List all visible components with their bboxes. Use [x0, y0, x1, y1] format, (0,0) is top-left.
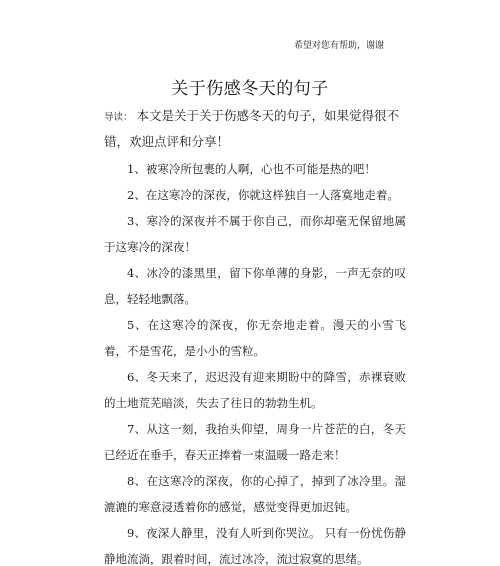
document-title: 关于伤感冬天的句子 [171, 79, 329, 99]
header-note: 希望对您有帮助，谢谢 [294, 41, 385, 51]
intro-paragraph [104, 104, 404, 154]
sentence-item: 7、从这一刻，我抬头仰望，周身一片苍茫的白，冬天已经近在垂手，春天正捧着一束温暖一路走来！ [104, 422, 406, 462]
sentence-item: 8、在这寒冷的深夜，你的心掉了，掉到了冰冷里。湿漉漉的寒意浸透着你的感觉，感觉变得更加迟钝。 [104, 474, 406, 514]
sentence-item: 1、被寒冷所包裹的人啊，心也不可能是热的吧！ [127, 162, 376, 176]
sentence-item: 4、冰冷的漆黑里，留下你单薄的身影，一声无奈的叹息，轻轻地飘落。 [104, 266, 406, 306]
sentence-list [104, 156, 406, 566]
sentence-item: 3、寒冷的深夜并不属于你自己，而你却毫无保留地属于这寒冷的深夜！ [104, 214, 406, 254]
sentence-item: 2、在这寒冷的深夜，你就这样独自一人落寞地走着。 [127, 188, 399, 202]
intro-label: 导读： [104, 112, 133, 123]
intro-text: 本文是关于关于伤感冬天的句子，如果觉得很不错，欢迎点评和分享！ [104, 108, 400, 149]
sentence-item: 6、冬天来了，迟迟没有迎来期盼中的降雪，赤裸衰败的土地荒芜暗淡，失去了往日的勃勃生机。 [104, 370, 406, 410]
sentence-item: 9、夜深人静里，没有人听到你哭泣。 只有一份忧伤静静地流淌，跟着时间，流过冰冷，流过寂寞的思绪。 [104, 526, 406, 566]
sentence-item: 5、在这寒冷的深夜，你无奈地走着。漫天的小雪飞着，不是雪花，是小小的雪粒。 [104, 318, 406, 358]
